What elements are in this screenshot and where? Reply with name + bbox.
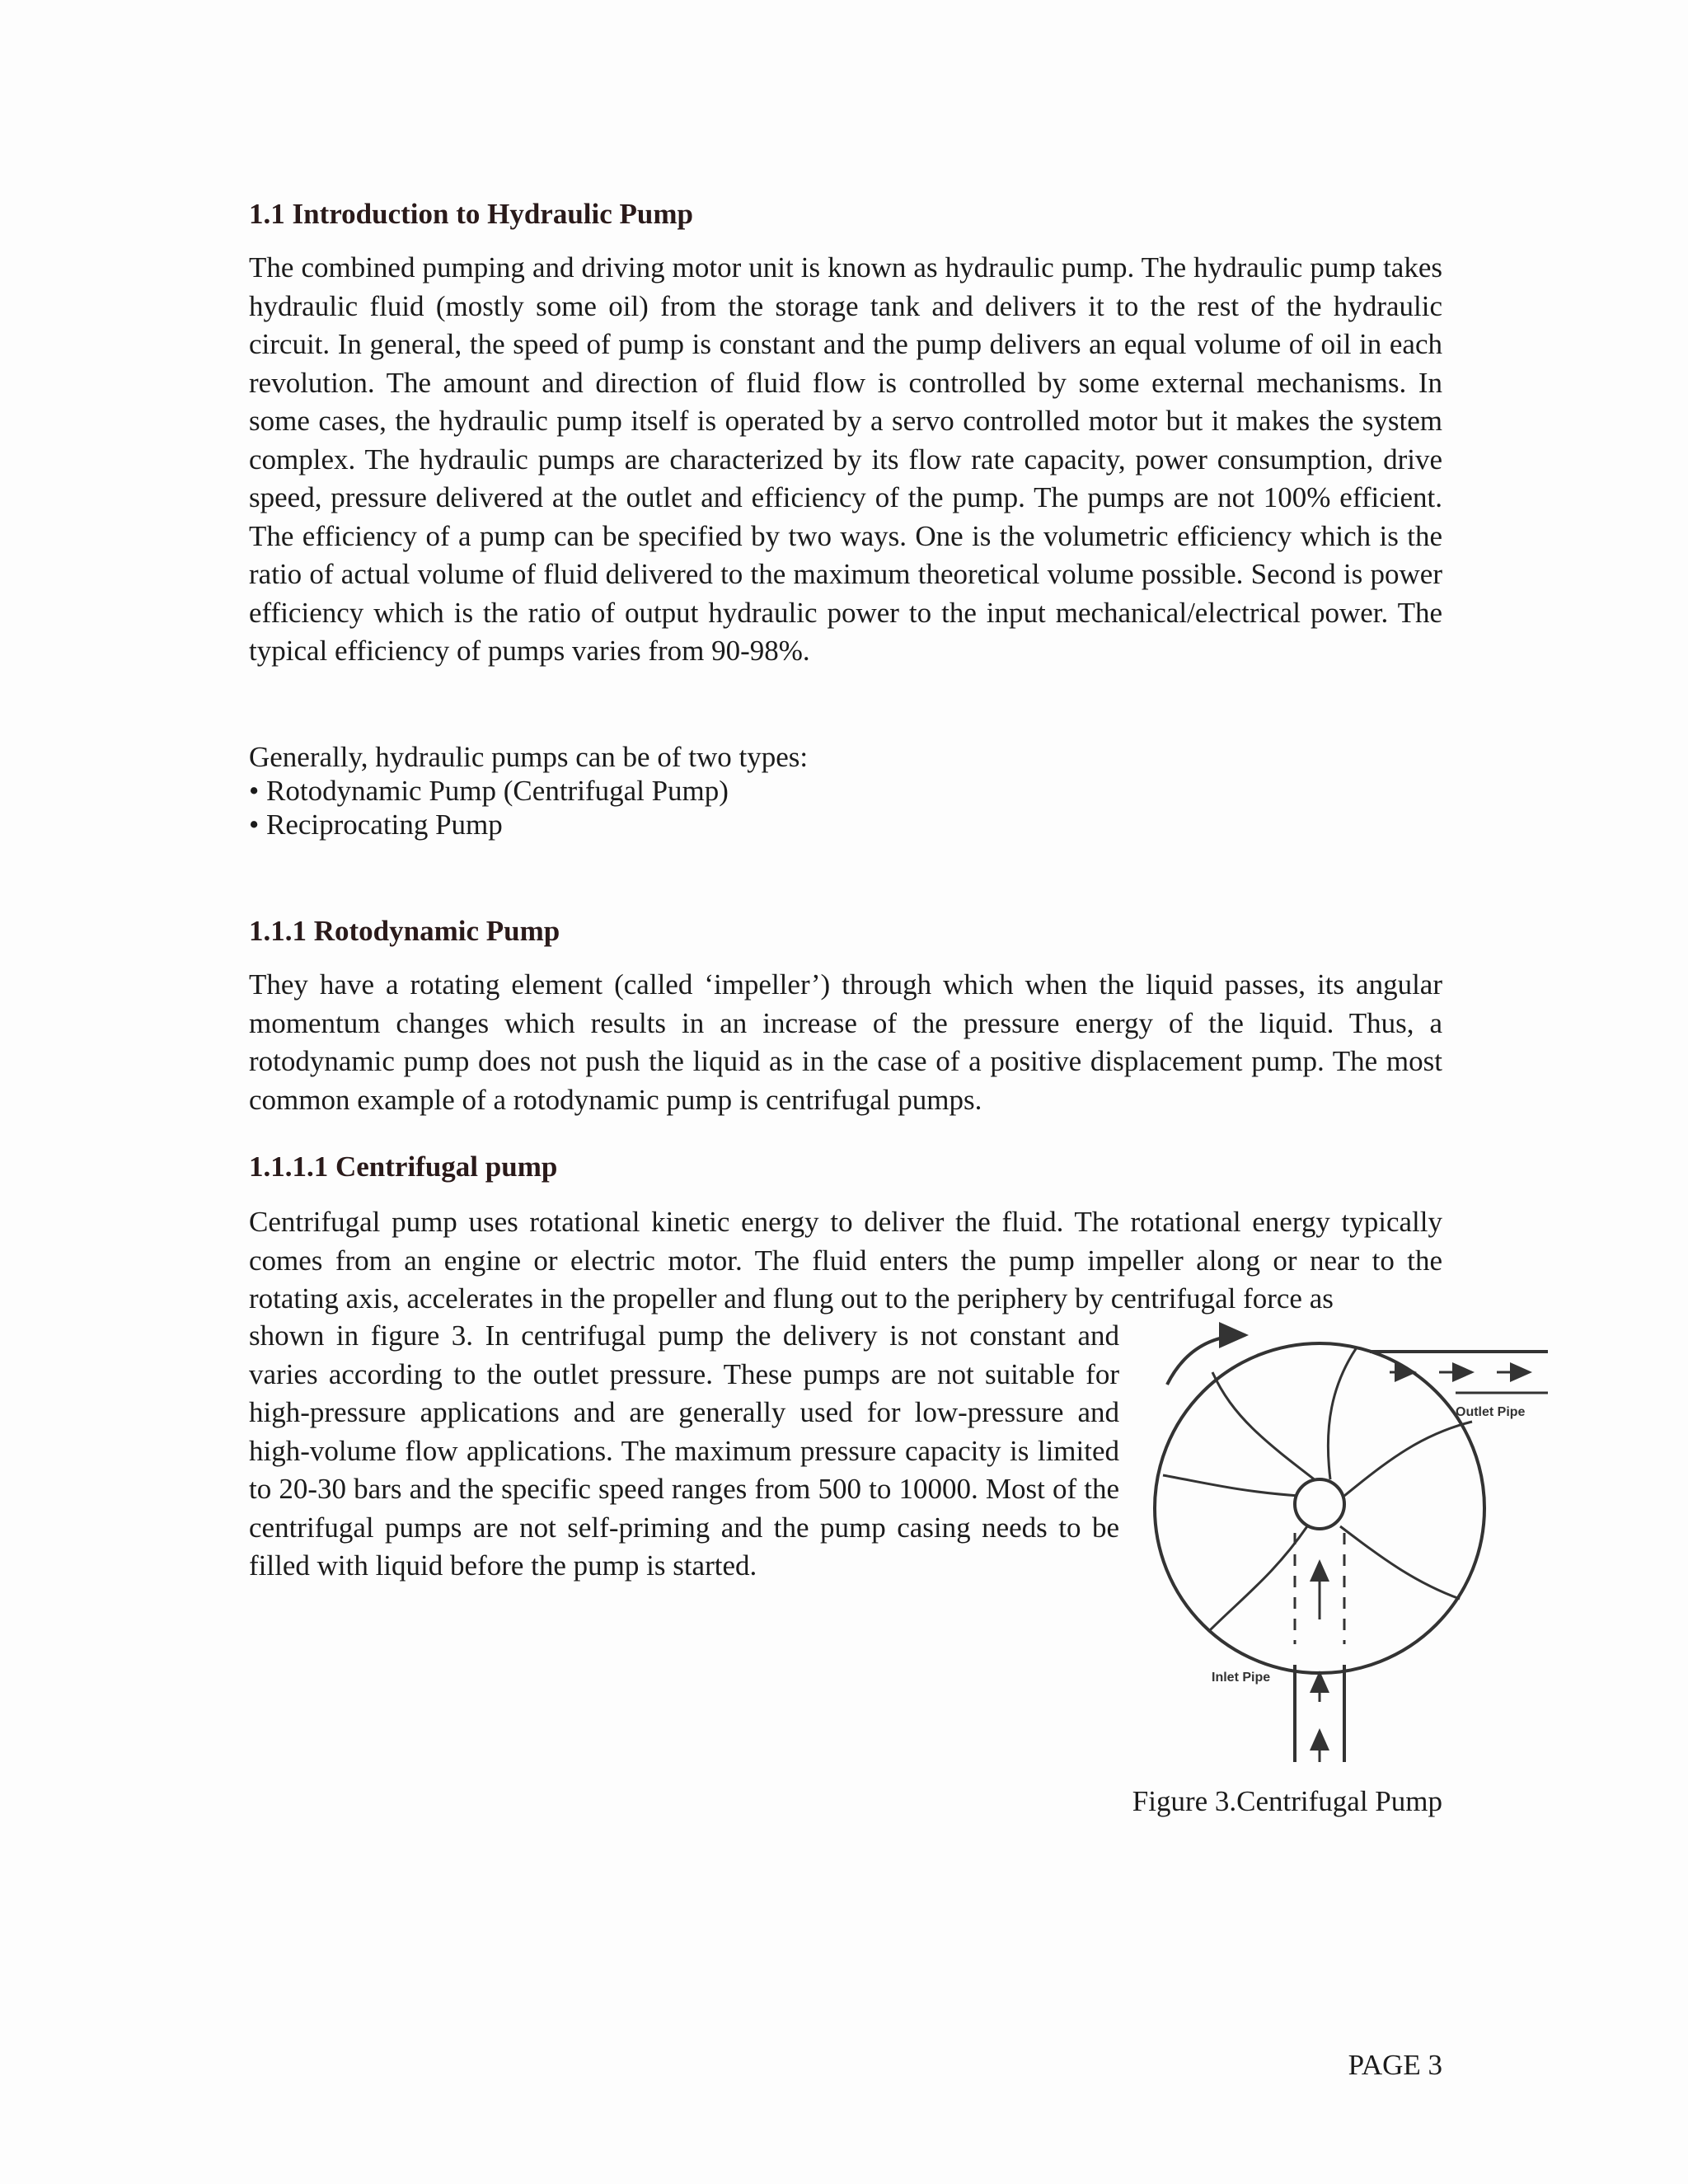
inlet-pipe-label: Inlet Pipe [1212,1671,1271,1685]
section-paragraph: The combined pumping and driving motor unit is known as hydraulic pump. The hydraulic pump takes hydraulic fluid (mostly some oil) from the storage tank and delivers it to the rest of the hydraulic circuit. In general, the speed of pump is constant and the pump delivers an equal volume of oil in each revolution. The amount and direction of fluid flow is controlled by some external mechanisms. In some cases, the hydraulic pump itself is operated by a servo controlled motor but it makes the system complex. The hydraulic pumps are characterized by its flow rate capacity, power consumption, drive speed, pressure delivered at the outlet and efficiency of the pump. The pumps are not 100% efficient. The efficiency of a pump can be specified by two ways. One is the volumetric efficiency which is the ratio of actual volume of fluid delivered to the maximum theoretical volume possible. Second is power efficiency which is the ratio of output hydraulic power to the input mechanical/electrical power. The typical efficiency of pumps varies from 90-98%. [249,251,1442,667]
section-heading: 1.1.1 Rotodynamic Pump [249,915,560,947]
outlet-pipe-label: Outlet Pipe [1456,1405,1526,1419]
section-heading: 1.1.1.1 Centrifugal pump [249,1151,558,1183]
list-item: • Rotodynamic Pump (Centrifugal Pump) [249,775,729,807]
page-number: PAGE 3 [1348,2049,1442,2081]
list-item: • Reciprocating Pump [249,808,503,841]
figure-caption: Figure 3.Centrifugal Pump [1132,1785,1442,1817]
pump-types-list [249,740,1442,841]
centrifugal-pump-figure [1142,1310,1571,1772]
section-paragraph: They have a rotating element (called ‘impeller’) through which when the liquid passes, its angular momentum changes which results in an increase of the pressure energy of the liquid. Thus, a rotodynamic pump does not push the liquid as in the case of a positive displacement pump. The most common example of a rotodynamic pump is centrifugal pumps. [249,968,1442,1116]
centrifugal-pump-diagram [1142,1310,1571,1772]
section-heading: 1.1 Introduction to Hydraulic Pump [249,198,693,230]
rotation-arrow-icon [1167,1335,1245,1385]
inlet-dashed-channel [1295,1533,1344,1644]
section-paragraph: Centrifugal pump uses rotational kinetic energy to deliver the fluid. The rotational energy typically comes from an engine or electric motor. The fluid enters the pump impeller along or near to the rotating axis, accelerates in the propeller and flung out to the periphery by centrifugal force as [249,1206,1442,1315]
list-intro: Generally, hydraulic pumps can be of two types: [249,741,809,773]
impeller-hub [1295,1479,1344,1529]
section-paragraph-wrapped: shown in figure 3. In centrifugal pump the delivery is not constant and varies according to the outlet pressure. These pumps are not suitable for high-pressure applications and are generally used for low-pressure and high-volume flow applications. The maximum pressure capacity is limited to 20-30 bars and the specific speed ranges from 500 to 10000. Most of the centrifugal pumps are not self-priming and the pump casing needs to be filled with liquid before the pump is started. [249,1319,1119,1582]
